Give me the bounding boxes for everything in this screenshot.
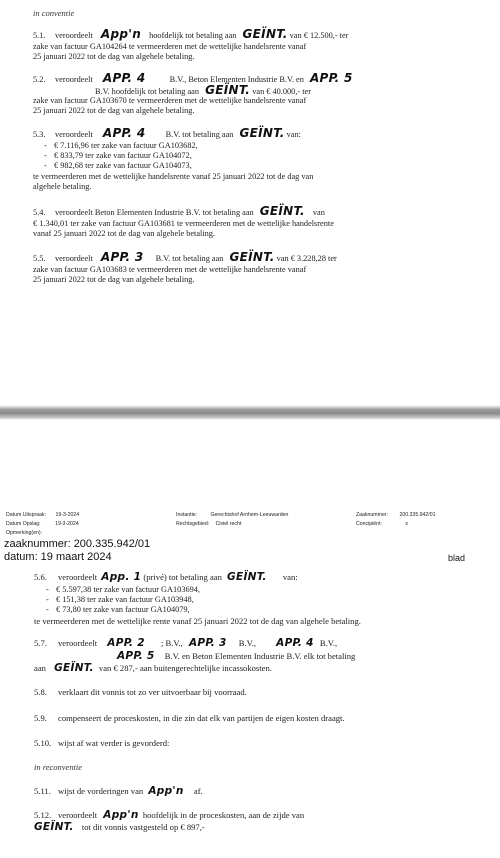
value: Gerechtshof Arnhem-Leeuwarden: [210, 512, 289, 518]
text: veroordeelt Beton Elementen Industrie B.V. tot betaling aan: [55, 208, 254, 217]
text: € 833,79 ter zake van factuur GA104072,: [54, 151, 192, 160]
text: af.: [193, 786, 203, 796]
value: 200.335.942/01: [399, 512, 436, 518]
text: B.V. tot betaling aan: [155, 254, 224, 263]
handwritten-party: GEÏNT.: [239, 126, 285, 140]
label: Concipiënt:: [356, 521, 382, 527]
bullet-5-6-3: - € 73,80 ter zake van factuur GA104079,: [46, 605, 190, 614]
text: veroordeelt: [58, 572, 98, 582]
heading-in-reconventie: in reconventie: [34, 762, 83, 772]
para-5-11: [34, 786, 203, 796]
para-5-7-line-1: [34, 638, 337, 648]
para-number: 5.9.: [34, 713, 47, 723]
meta-opmerkingen: Opmerking(en):: [6, 530, 43, 536]
text: B.V. en Beton Elementen Industrie B.V. elk tot betaling: [164, 651, 356, 661]
para-5-4-line-1: [33, 204, 325, 218]
meta-zaaknummer: [356, 512, 436, 518]
text: van: [312, 208, 325, 217]
text: verklaart dit vonnis tot zo ver uitvoerbaar bij voorraad.: [58, 687, 247, 697]
handwritten-party: GEÏNT.: [34, 821, 74, 833]
para-5-7-line-2: [117, 651, 355, 661]
zaaknummer-line: zaaknummer: 200.335.942/01: [4, 538, 151, 550]
para-5-3-line-1: [33, 126, 301, 140]
handwritten-party: APP. 3: [100, 250, 144, 264]
para-5-2-line-3: zake van factuur GA103670 te vermeerderen met de wettelijke handelsrente vanaf: [33, 96, 307, 105]
text: wijst de vorderingen van: [58, 786, 144, 796]
text: € 982,68 ter zake van factuur GA104073,: [54, 161, 192, 170]
handwritten-party: GEÏNT.: [242, 27, 288, 41]
para-number: 5.6.: [34, 572, 47, 582]
para-5-5-line-3: 25 januari 2022 tot de dag van algehele betaling.: [33, 275, 195, 284]
handwritten-party: APP. 5: [309, 71, 353, 85]
handwritten-party: App'n: [148, 785, 184, 797]
text: € 7.116,96 ter zake van factuur GA103682,: [54, 141, 198, 150]
handwritten-party: GEÏNT.: [227, 571, 267, 583]
text: compenseert de proceskosten, in die zin dat elk van partijen de eigen kosten draagt.: [58, 713, 345, 723]
datum-line: datum: 19 maart 2024: [4, 551, 112, 563]
text: veroordeelt: [58, 638, 98, 648]
text: van € 40.000,- ter: [252, 87, 311, 96]
para-5-9: [34, 713, 345, 723]
text: B.V. hoofdelijk tot betaling aan: [95, 87, 200, 96]
handwritten-party: GEÏNT.: [229, 250, 275, 264]
text: € 5.597,38 ter zake van factuur GA103694,: [56, 585, 201, 594]
text: € 151,38 ter zake van factuur GA103948,: [56, 595, 194, 604]
text: veroordeelt: [55, 254, 93, 263]
handwritten-party: APP. 2: [107, 637, 145, 649]
para-number: 5.1.: [33, 31, 46, 40]
text: van € 287,- aan buitengerechtelijke incassokosten.: [98, 663, 272, 673]
handwritten-party: GEÏNT.: [259, 204, 305, 218]
meta-rechtsgebied: [176, 521, 241, 527]
handwritten-party: APP. 4: [276, 637, 314, 649]
bullet-5-6-1: - € 5.597,38 ter zake van factuur GA103694,: [46, 585, 201, 594]
label: Datum Uitspraak:: [6, 512, 47, 518]
label: Zaaknummer:: [356, 512, 388, 518]
value: Civiel recht: [215, 521, 242, 527]
para-number: 5.10.: [34, 738, 52, 748]
para-number: 5.4.: [33, 208, 46, 217]
text: hoofdelijk tot betaling aan: [149, 31, 237, 40]
text: veroordeelt: [58, 810, 98, 820]
meta-datum-opslag: [6, 521, 79, 527]
text: van:: [286, 130, 301, 139]
text: van:: [282, 572, 298, 582]
handwritten-party: APP. 4: [102, 71, 146, 85]
blad-label: blad: [448, 553, 466, 563]
bullet-5-3-3: - € 982,68 ter zake van factuur GA104073,: [44, 161, 192, 170]
para-5-1-line-3: 25 januari 2022 tot de dag van algehele betaling.: [33, 52, 195, 61]
text: van € 12.500,- ter: [289, 31, 349, 40]
para-5-2-line-1: [33, 71, 353, 85]
page-separator: [0, 405, 500, 420]
handwritten-party: APP. 3: [188, 637, 227, 649]
para-5-10: [34, 738, 169, 748]
para-5-8: [34, 687, 247, 697]
handwritten-party: App. 1: [101, 571, 142, 583]
handwritten-party: App'n: [103, 809, 139, 821]
para-5-12-line-1: [34, 810, 304, 820]
text: aan: [34, 663, 46, 673]
para-number: 5.2.: [33, 75, 46, 84]
handwritten-party: GEÏNT.: [205, 83, 251, 97]
meta-datum-uitspraak: [6, 512, 79, 518]
para-5-5-line-2: zake van factuur GA103683 te vermeerderen met de wettelijke handelsrente vanaf: [33, 265, 307, 274]
label: Datum Opslag:: [6, 521, 41, 527]
page-bottom: [0, 420, 500, 858]
bullet-5-3-2: - € 833,79 ter zake van factuur GA104072,: [44, 151, 192, 160]
para-5-6-line-5: te vermeerderen met de wettelijke rente vanaf 25 januari 2022 tot de dag van algehele betaling.: [34, 616, 361, 626]
para-5-7-line-3: [34, 663, 272, 673]
heading-in-conventie: in conventie: [33, 8, 75, 18]
page-top: [0, 0, 500, 405]
para-number: 5.7.: [34, 638, 47, 648]
para-number: 5.5.: [33, 254, 46, 263]
para-number: 5.12.: [34, 810, 52, 820]
text: (privé) tot betaling aan: [143, 572, 222, 582]
text: B.V. tot betaling aan: [165, 130, 234, 139]
meta-concipient: [356, 521, 408, 527]
text: van € 3.228,28 ter: [276, 254, 337, 263]
bullet-5-6-2: - € 151,38 ter zake van factuur GA103948,: [46, 595, 194, 604]
para-5-3-line-6: algehele betaling.: [33, 182, 92, 191]
text: hoofdelijk in de proceskosten, aan de zijde van: [142, 810, 305, 820]
text: tot dit vonnis vastgesteld op € 897,-: [81, 822, 205, 832]
para-5-2-line-2: [95, 83, 311, 97]
para-5-1-line-2: zake van factuur GA104264 te vermeerderen met de wettelijke handelsrente vanaf: [33, 42, 307, 51]
handwritten-party: APP. 4: [102, 126, 146, 140]
para-5-1-line-1: [33, 27, 349, 41]
text: veroordeelt: [55, 31, 93, 40]
text: ; B.V.,: [161, 638, 183, 648]
para-number: 5.3.: [33, 130, 46, 139]
para-5-12-line-2: [34, 822, 205, 832]
text: € 73,80 ter zake van factuur GA104079,: [56, 605, 190, 614]
text: veroordeelt: [55, 75, 93, 84]
handwritten-party: APP. 5: [117, 650, 155, 662]
para-number: 5.8.: [34, 687, 47, 697]
value: 19-3-2024: [55, 521, 79, 527]
para-5-2-line-4: 25 januari 2022 tot de dag van algehele betaling.: [33, 106, 195, 115]
para-5-4-line-2: € 1.340,01 ter zake van factuur GA103681 te vermeerderen met de wettelijke handelsrente: [33, 219, 334, 228]
handwritten-party: App'n: [100, 27, 142, 41]
bullet-5-3-1: - € 7.116,96 ter zake van factuur GA103682,: [44, 141, 198, 150]
text: B.V., Beton Elementen Industrie B.V. en: [169, 75, 304, 84]
handwritten-party: GEÏNT.: [54, 662, 94, 674]
value: 19-3-2024: [55, 512, 80, 518]
para-5-6-line-1: [34, 572, 298, 582]
text: wijst af wat verder is gevorderd:: [58, 738, 170, 748]
text: veroordeelt: [55, 130, 93, 139]
text: B.V.,: [319, 638, 338, 648]
para-5-4-line-3: vanaf 25 januari 2022 tot de dag van algehele betaling.: [33, 229, 216, 238]
label: Instantie:: [176, 512, 198, 518]
value: x: [405, 521, 408, 527]
para-5-5-line-1: [33, 250, 337, 264]
para-number: 5.11.: [34, 786, 51, 796]
meta-instantie: [176, 512, 288, 518]
label: Rechtsgebied:: [176, 521, 210, 527]
text: B.V.,: [238, 638, 256, 648]
para-5-3-line-5: te vermeerderen met de wettelijke handelsrente vanaf 25 januari 2022 tot de dag van: [33, 172, 314, 181]
